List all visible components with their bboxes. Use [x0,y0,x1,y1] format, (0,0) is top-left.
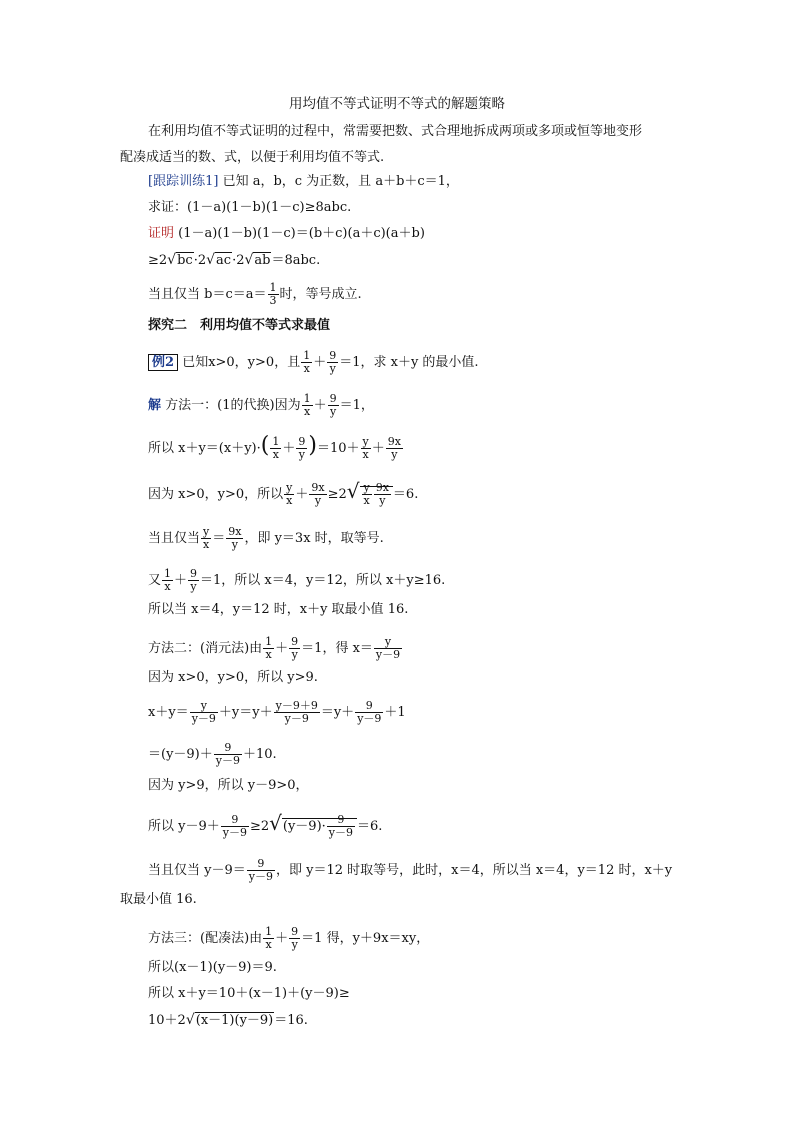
m1-l3-mid: ≥2 [327,487,347,502]
m3-l1-post: ＝1 得，y＋9x＝xy， [301,931,430,946]
denominator: y－9 [191,712,216,725]
denominator: y－9 [357,712,382,725]
paren-close: ) [308,433,317,458]
fraction [263,636,274,661]
fraction [301,350,312,375]
m3-line-3: 所以 x＋y＝10＋(x－1)＋(y－9)≥ [148,986,350,1001]
paren-open: ( [260,433,270,458]
fraction [327,814,355,839]
numerator: y－9＋9 [275,699,318,712]
numerator: y [362,435,369,448]
example-stem-post: ＝1，求 x＋y 的最小值. [339,355,479,370]
m2-l6-post: ＝6. [357,819,383,834]
denominator: x [363,494,370,507]
denominator: y－9 [375,648,401,661]
fraction [226,526,243,551]
plus: ＋ [275,931,289,946]
plus: ＋ [174,573,188,588]
m2-l3-pre: x＋y＝ [148,705,189,720]
proof-dot-2: ·2 [232,253,245,268]
m2-line-8: 取最小值 16. [120,892,197,907]
fraction [328,393,339,418]
proof-label: 证明 [148,226,175,241]
numerator: 9 [291,925,299,938]
m1-line-1 [148,393,374,418]
m2-line-4 [148,742,277,767]
intro-line-1: 在利用均值不等式证明的过程中，常需要把数、式合理地拆成两项或多项或恒等地变形 [148,124,643,139]
numerator: y [190,700,218,713]
fraction [374,482,391,507]
example-stem [148,350,479,375]
numerator: 9 [329,349,337,362]
proof-result: ＝8abc. [271,253,321,268]
numerator: 9x [375,481,389,494]
plus: ＋ [275,641,289,656]
numerator: 1 [164,567,172,580]
m1-l3-post: ＝6. [392,487,419,502]
numerator: 1 [269,281,277,294]
m2-l7-pre: 当且仅当 y－9＝ [148,863,246,878]
fraction [302,393,313,418]
equality-pre: 当且仅当 b＝c＝a＝ [148,287,267,302]
fraction [309,482,326,507]
proof-line-2 [148,252,320,269]
page-title: 用均值不等式证明不等式的解题策略 [289,96,505,112]
m2-l4-post: ＋10. [242,747,277,762]
exercise-stem-text: 已知 a，b，c 为正数，且 a＋b＋c＝1， [222,174,459,189]
denominator: y－9 [328,826,354,839]
m1-line-3 [148,479,419,507]
numerator: 9 [247,858,275,871]
denominator: x [362,448,369,461]
fraction [188,568,199,593]
m1-line-6: 所以当 x＝4，y＝12 时，x＋y 取最小值 16. [148,602,409,617]
fraction [214,742,242,767]
equality-condition [148,282,362,307]
equals: ＝ [212,531,226,546]
plus: ＋ [313,355,327,370]
m2-l6-mid: ≥2 [249,819,270,834]
numerator: y [374,636,402,649]
m2-line-7 [148,858,672,883]
numerator: 9x [311,481,325,494]
proof-line-1 [148,226,425,242]
sqrt-icon: √ [244,252,254,268]
denominator: y－9 [284,712,309,725]
fraction [201,526,211,551]
sqrt-icon: √ [346,479,360,503]
m2-line-5: 因为 y>9，所以 y－9>0， [148,778,309,793]
m2-l4-pre: ＝(y－9)＋ [148,747,213,762]
numerator: 9 [214,742,242,755]
plus: ＋ [295,487,309,502]
sqrt-icon: √ [185,1012,195,1028]
denominator: y [291,938,298,951]
proof-dot-1: ·2 [193,253,207,268]
proof-line-1-text: (1－a)(1－b)(1－c)＝(b＋c)(a＋c)(a＋b) [178,226,425,241]
fraction [247,858,275,883]
m3-l4-pre: 10＋2 [148,1013,186,1028]
denominator: y [231,538,238,551]
numerator: y [203,525,210,538]
m1-l1-pre: 方法一：(1的代换)因为 [165,398,301,413]
m1-l2-mid: ＝10＋ [316,441,360,456]
m1-line-4 [148,526,384,551]
denominator: y－9 [248,870,273,883]
section-heading: 探究二 利用均值不等式求最值 [148,318,331,333]
plus: ＋ [371,441,385,456]
denominator: y [391,448,398,461]
denominator: y [379,494,386,507]
plus: ＋ [313,398,327,413]
sqrt-icon: √ [206,252,216,268]
numerator: 1 [265,925,273,938]
numerator: 1 [272,435,280,448]
denominator: y [329,362,336,375]
denominator: x [164,580,171,593]
exercise-stem [148,174,459,190]
plus: ＋ [282,441,296,456]
fraction [374,636,402,661]
m2-l1-post: ＝1，得 x＝ [301,641,373,656]
denominator: x [303,362,310,375]
m1-l4-pre: 当且仅当 [148,531,201,546]
m2-l6-pre: 所以 y－9＋ [148,819,220,834]
denominator: x [272,448,279,461]
m3-l4-post: ＝16. [274,1013,308,1028]
intro-line-2: 配凑成适当的数、式，以便于利用均值不等式. [120,150,385,165]
denominator: y [298,448,305,461]
exercise-tag: [跟踪训练1] [148,174,219,189]
numerator: 9 [327,814,355,827]
sqrt-icon: √ [167,252,177,268]
fraction [289,926,300,951]
numerator: 9x [228,525,242,538]
fraction [270,436,281,461]
radicand-text: (y－9)· [282,819,326,834]
denominator: y [314,494,322,507]
fraction [362,482,372,507]
sqrt-icon: √ [269,811,282,835]
m2-line-2: 因为 x>0，y>0，所以 y>9. [148,670,318,685]
denominator: x [303,405,311,418]
denominator: 3 [269,294,277,307]
m1-l1-post: ＝1， [339,398,374,413]
m2-l3-post: ＋1 [384,705,406,720]
denominator: y－9 [215,754,240,767]
numerator: y [286,481,293,494]
m3-line-1 [148,926,429,951]
m2-l1-pre: 方法二：(消元法)由 [148,641,263,656]
solution-label: 解 [148,398,162,413]
radicand [360,481,393,507]
m1-l5-post: ＝1，所以 x＝4，y＝12，所以 x＋y≥16. [200,573,446,588]
m2-l3-a: ＋y＝y＋ [218,705,273,720]
fraction [274,700,320,725]
radicand-ac: ac [216,253,232,268]
radicand: (x－1)(y－9) [195,1013,274,1028]
fraction [190,700,218,725]
example-tag: 例2 [148,354,178,371]
numerator: 9 [291,635,299,648]
exercise-prove: 求证：(1－a)(1－b)(1－c)≥8abc. [148,200,352,215]
numerator: 9 [221,814,249,827]
m3-line-4 [148,1012,308,1029]
numerator: 9 [355,700,383,713]
radicand [282,813,357,839]
m2-line-6 [148,811,383,839]
numerator: 9 [190,567,198,580]
example-stem-pre: 已知x>0，y>0，且 [182,355,301,370]
denominator: x [286,494,293,507]
fraction [268,282,279,307]
fraction [162,568,173,593]
numerator: 1 [265,635,273,648]
fraction [355,700,383,725]
m1-l2-pre: 所以 x＋y＝(x＋y)· [148,441,261,456]
denominator: y [190,580,197,593]
m3-l1-pre: 方法三：(配凑法)由 [148,931,263,946]
numerator: 1 [303,349,311,362]
numerator: 9 [329,392,337,405]
fraction [263,926,274,951]
denominator: x [265,938,272,951]
m1-l5-pre: 又 [148,573,162,588]
m2-line-1 [148,636,403,661]
m2-line-3 [148,700,406,725]
fraction [284,482,294,507]
numerator: 9x [387,435,401,448]
m1-l3-pre: 因为 x>0，y>0，所以 [148,487,284,502]
denominator: y [329,405,337,418]
denominator: x [203,538,210,551]
equality-post: 时，等号成立. [279,287,362,302]
radicand-bc: bc [177,253,193,268]
m2-l7-post: ，即 y＝12 时取等号，此时，x＝4，所以当 x＝4，y＝12 时，x＋y [275,863,673,878]
radicand-ab: ab [254,253,271,268]
fraction [296,436,307,461]
fraction [221,814,249,839]
denominator: x [265,648,272,661]
denominator: y－9 [222,826,247,839]
numerator: 1 [303,392,311,405]
numerator: 9 [298,435,306,448]
numerator: y [363,481,370,494]
m3-line-2: 所以(x－1)(y－9)＝9. [148,960,277,975]
m1-line-5 [148,568,445,593]
fraction [327,350,338,375]
denominator: y [291,648,298,661]
m1-line-2 [148,433,404,461]
fraction [386,436,403,461]
fraction [361,436,371,461]
m1-l4-post: ，即 y＝3x 时，取等号. [244,531,384,546]
m2-l3-b: ＝y＋ [320,705,355,720]
proof-ge: ≥2 [148,253,168,268]
fraction [289,636,300,661]
